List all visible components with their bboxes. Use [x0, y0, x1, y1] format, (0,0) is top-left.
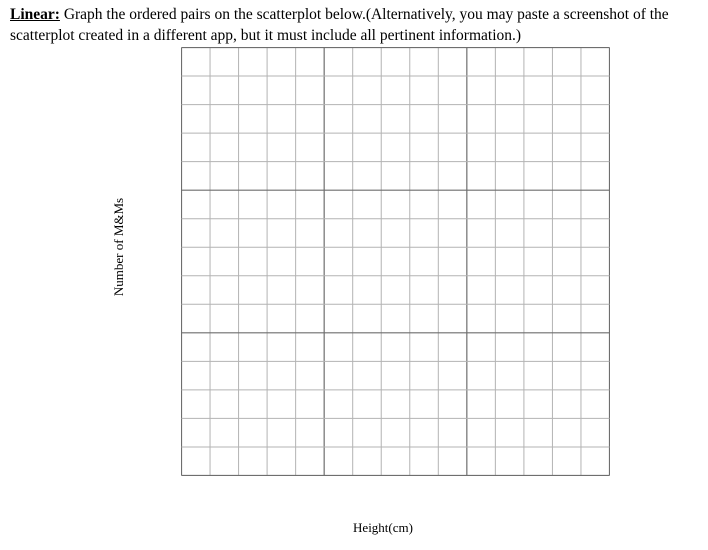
x-axis-label: Height(cm)	[353, 520, 413, 535]
instructions-text: Graph the ordered pairs on the scatterplot below.(Alternatively, you may paste a screenshot of the scatterplot created in a different app, but it must include all pertinent information.)	[10, 6, 669, 44]
y-axis-label: Number of M&Ms	[111, 197, 126, 297]
scatterplot-grid[interactable]	[181, 47, 610, 476]
grid-svg[interactable]	[181, 47, 610, 476]
instructions	[10, 4, 702, 46]
instructions-lead: Linear:	[10, 6, 60, 23]
